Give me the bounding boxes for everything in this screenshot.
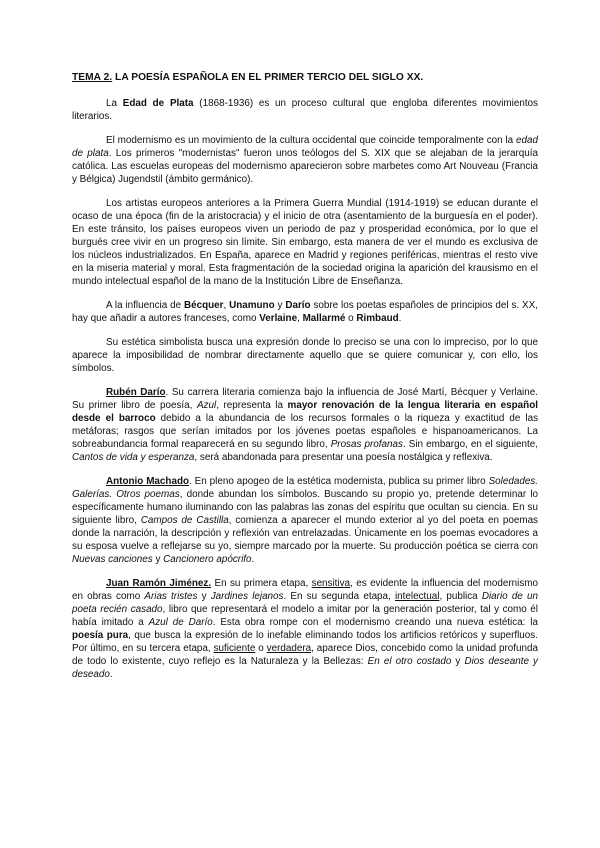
bold-term: poesía pura (72, 630, 129, 641)
underlined-term: intelectual (394, 591, 440, 602)
book-title: En el otro costado (367, 656, 452, 667)
text-run: . En su segunda etapa, (283, 591, 395, 602)
text-run: , (223, 300, 230, 311)
underlined-term: verdadera (266, 643, 312, 654)
paragraph-influencias (72, 299, 538, 325)
text-run: . (398, 313, 402, 324)
italic-term: edad de plata (72, 135, 538, 159)
author-name: Bécquer (183, 300, 224, 311)
title-number: TEMA 2. (72, 72, 113, 83)
text-run: y (274, 300, 286, 311)
text-run: . Sin embargo, en el siguiente, (402, 439, 538, 450)
book-title: Dios deseante y deseado (72, 656, 538, 680)
book-title: Soledades. Galerías. Otros poemas (72, 476, 538, 500)
text-run: , donde abundan los símbolos. Buscando su propio yo, pretende determinar lo específicamente humano iluminando con las palabras las zonas del espíritu que ocultan su ciencia. En su siguiente libro, (72, 489, 539, 526)
book-title: Prosas profanas (330, 439, 403, 450)
book-title: Cantos de vida y esperanza (72, 452, 195, 463)
text-run: , será abandonada para presentar una poesía nostálgica y reflexiva. (194, 452, 493, 463)
text-run: sobre los poetas españoles de principios del s. XX, hay que añadir a autores franceses, como (72, 300, 538, 324)
text-run: o (345, 313, 357, 324)
author-heading: Juan Ramón Jiménez. (106, 578, 212, 589)
page-title (72, 72, 538, 83)
text-run: El modernismo es un movimiento de la cultura occidental que coincide temporalmente con la (106, 135, 517, 146)
text-run: , publica (439, 591, 482, 602)
text-run: y (152, 554, 164, 565)
text-run: debido a la abundancia de los recursos formales o la riqueza y exactitud de las metáforas; rasgos que serían imitados por los jóvenes poetas españoles e hispanoamericanos. La sobreabundancia formal reaparecerá en su segundo libro, (72, 413, 539, 450)
paragraph-edad-de-plata (72, 97, 538, 123)
author-name: Rimbaud (356, 313, 399, 324)
book-title: Cancionero apócrifo (163, 554, 252, 565)
book-title: Nuevas canciones (72, 554, 153, 565)
text-run: , representa la (216, 400, 288, 411)
text-run: En su primera etapa, (211, 578, 312, 589)
text-run: , aparece Dios, concebido como la unidad profunda de todo lo existente, cuyo reflejo es la Naturaleza y la Bellezas: (72, 643, 538, 667)
underlined-term: sensitiva (311, 578, 351, 589)
paragraph-estetica-simbolista: Su estética simbolista busca una expresión donde lo preciso se una con lo impreciso, por lo que aparece la imposibilidad de nombrar directamente aquello que se quiere comunicar y, con ello, los símbolos. (72, 337, 538, 374)
text-run: , (297, 313, 303, 324)
text-run: . Los primeros "modernistas" fueron unos teólogos del S. XIX que se alejaban de la jerarquía católica. Las escuelas europeas del modernismo aparecieron sobre marbetes como Art Nouveau (Francia y Bélgica) Jugendstil (ámbito germánico). (72, 148, 538, 185)
author-heading: Antonio Machado (106, 476, 190, 487)
author-heading: Rubén Darío (106, 387, 166, 398)
text-run: y (451, 656, 465, 667)
title-text: LA POESÍA ESPAÑOLA EN EL PRIMER TERCIO DEL SIGLO XX. (112, 72, 424, 83)
paragraph-ruben-dario (72, 386, 538, 464)
book-title: Diario de un poeta recién casado (72, 591, 538, 615)
book-title: Campos de Castilla (140, 515, 229, 526)
book-title: Jardines lejanos (210, 591, 284, 602)
text-run: , libro que representará el modelo a imitar por la generación posterior, tal y como él había imitado a (72, 604, 538, 628)
text-run: A la influencia de (106, 300, 184, 311)
text-run: . (251, 554, 255, 565)
paragraph-antonio-machado (72, 475, 538, 566)
author-name: Darío (285, 300, 311, 311)
book-title: Arias tristes (144, 591, 198, 602)
text-run: o (255, 643, 267, 654)
book-title: Azul (196, 400, 217, 411)
text-run: , es evidente la influencia del modernismo en obras como (72, 578, 539, 602)
underlined-term: suficiente (213, 643, 256, 654)
text-run: . Su carrera literaria comienza bajo la influencia de José Martí, Bécquer y Verlaine. Su primer libro de poesía, (72, 387, 538, 411)
author-name: Unamuno (229, 300, 275, 311)
bold-term: mayor renovación de la lengua literaria en español desde el barroco (72, 400, 538, 424)
text-run: La (106, 98, 123, 109)
text-run: . En pleno apogeo de la estética modernista, publica su primer libro (189, 476, 489, 487)
book-title: Azul de Darío (148, 617, 213, 628)
text-run: (1868-1936) es un proceso cultural que engloba diferentes movimientos literarios. (72, 98, 538, 122)
text-run: . Esta obra rompe con el modernismo creando una nueva estética: la (212, 617, 538, 628)
paragraph-artistas-europeos: Los artistas europeos anteriores a la Primera Guerra Mundial (1914-1919) se educan durante el ocaso de una época (fin de la aristocracia) y el inicio de otra (asentamiento de la burguesía en el poder). En este tránsito, los países europeos viven un periodo de paz y prosperidad económica, por lo que el burgués cree vivir en un progreso sin límite. Sin embargo, esta manera de ver el mundo es exclusiva de los núcleos industrializados. En España, aparece en Madrid y regiones periféricas, mientras el resto vive en la miseria material y moral. Esta fragmentación de la sociedad origina la aparición del krausismo en el mundo intelectual español de la mano de la Institución Libre de Enseñanza. (72, 198, 538, 287)
author-name: Mallarmé (302, 313, 346, 324)
author-name: Verlaine (259, 313, 298, 324)
text-run: . (109, 669, 113, 680)
text-run: , que busca la expresión de lo inefable eliminando todos los artificios retóricos y superfluos. Por último, en su tercera etapa, (72, 630, 538, 654)
bold-term: Edad de Plata (122, 98, 194, 109)
paragraph-juan-ramon-jimenez (72, 577, 538, 681)
paragraph-modernismo (72, 134, 538, 186)
text-run: , comienza a aparecer el mundo exterior al yo del poeta en poemas donde la narración, la descripción y reflexión van entrelazadas. Únicamente en los poemas evocadores a su esposa vuelve a reflejarse su yo, siempre marcado por la muerte. Su producción poética se cierra con (72, 515, 538, 552)
text-run: y (197, 591, 211, 602)
